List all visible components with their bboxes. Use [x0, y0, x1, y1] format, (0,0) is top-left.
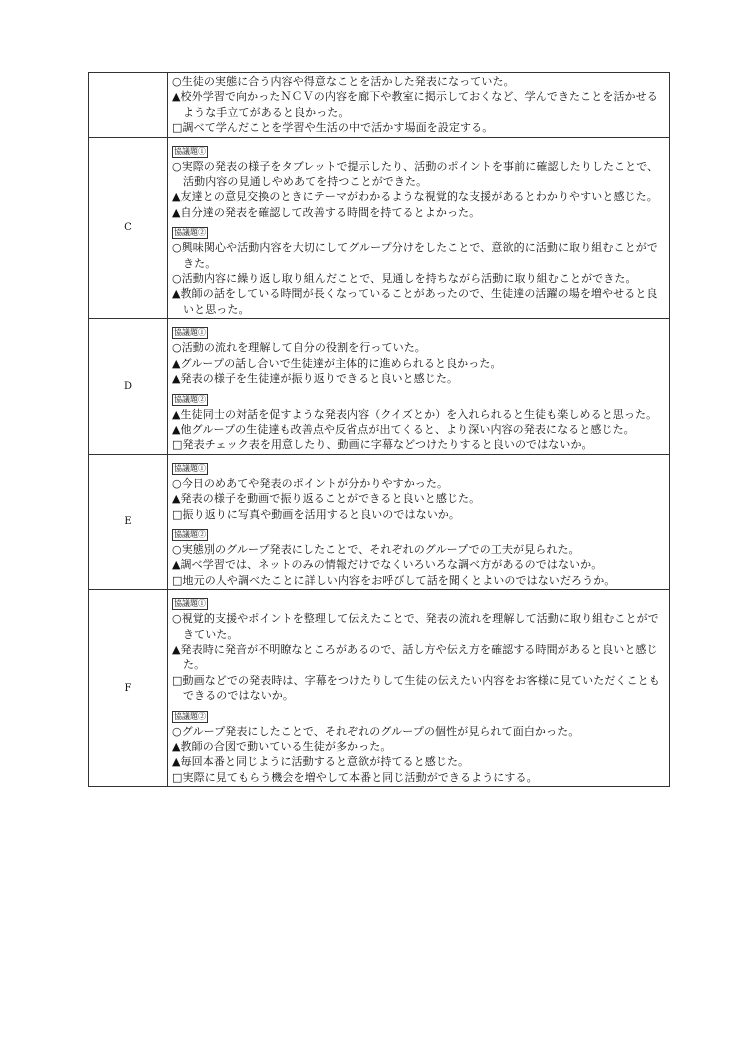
comment-line: □振り返りに写真や動画を活用すると良いのではないか。 — [172, 507, 460, 521]
comment-line: ○活動内容に繰り返し取り組んだことで、見通しを持ちながら活動に取り組むことができた。 — [172, 272, 637, 286]
comment-line: ▲生徒同士の対話を促すような発表内容（クイズとか）を入れられると生徒も楽しめると思った。 — [172, 407, 658, 421]
table-row — [89, 454, 670, 589]
agenda-tag-line — [172, 387, 666, 407]
comment-line: ▲教師の話をしている時間が長くなっていることがあったので、生徒達の活躍の場を増やせると良いと思った。 — [172, 287, 658, 316]
row-content — [168, 590, 670, 787]
row-content — [168, 319, 670, 454]
agenda-tag: 協議題② — [174, 228, 206, 238]
comment-line: ○興味関心や活動内容を大切にしてグループ分けをしたことで、意欲的に活動に取り組むことができた。 — [172, 241, 658, 270]
table-row — [89, 137, 670, 319]
comment-line: ▲自分達の発表を確認して改善する時間を持てるとよかった。 — [172, 205, 481, 219]
row-content — [168, 73, 670, 138]
comment-line: ▲毎回本番と同じように活動すると意欲が持てると感じた。 — [172, 755, 470, 769]
comment-line: ○生徒の実態に合う内容や得意なことを活かした発表になっていた。 — [172, 75, 515, 88]
agenda-tag-line — [172, 139, 666, 159]
comment-line: ○グループ発表にしたことで、それぞれのグループの個性が見られて面白かった。 — [172, 724, 580, 738]
agenda-tag-line — [172, 591, 666, 611]
row-label — [89, 73, 168, 138]
agenda-tag: 協議題① — [174, 146, 206, 156]
comment-line: ▲調べ学習では、ネットのみの情報だけでなくいろいろな調べ方があるのではないか。 — [172, 558, 603, 572]
agenda-tag-line — [172, 220, 666, 240]
comment-line: □発表チェック表を用意したり、動画に字幕などつけたりすると良いのではないか。 — [172, 438, 593, 452]
agenda-tag: 協議題① — [174, 599, 206, 609]
comment-line: ○今日のめあてや発表のポイントが分かりやすかった。 — [172, 476, 449, 490]
comment-line: ▲教師の合図で動いている生徒が多かった。 — [172, 740, 392, 753]
comment-line: ○視覚的支援やポイントを整理して伝えたことで、発表の流れを理解して活動に取り組むことができていた。 — [172, 612, 659, 641]
row-label: D — [89, 319, 168, 454]
comment-line: □地元の人や調べたことに詳しい内容をお呼びして話を聞くとよいのではないだろうか。 — [172, 573, 616, 587]
row-content — [168, 454, 670, 589]
table-row — [89, 590, 670, 787]
comment-line: ▲他グループの生徒達も改善点や反省点が出てくると、より深い内容の発表になると感じた。 — [172, 422, 635, 436]
agenda-tag: 協議題② — [174, 711, 206, 721]
comment-line: ▲校外学習で向かったＮＣＶの内容を廊下や教室に掲示しておくなど、学んできたことを活かせるような手立てがあると良かった。 — [172, 90, 658, 119]
row-label: C — [89, 137, 168, 319]
comment-line: □調べて学んだことを学習や生活の中で活かす場面を設定する。 — [172, 121, 494, 135]
comment-line: ▲発表時に発音が不明瞭なところがあるので、話し方や伝え方を確認する時間があると良いと感じた。 — [172, 642, 658, 672]
row-content — [168, 137, 670, 319]
agenda-tag-line — [172, 456, 666, 476]
agenda-tag-line — [172, 522, 666, 542]
comment-line: ○実際の発表の様子をタブレットで提示したり、活動のポイントを事前に確認したりしたことで、活動内容の見通しやめあてを持つことができた。 — [172, 159, 659, 189]
agenda-tag-line — [172, 320, 666, 340]
comment-line: ○実態別のグループ発表にしたことで、それぞれのグループでの工夫が見られた。 — [172, 542, 580, 556]
comment-line: ▲友達との意見交換のときにテーマがわかるような視覚的な支援があるとわかりやすいと感じた。 — [172, 190, 658, 204]
agenda-tag-line — [172, 704, 666, 724]
comment-line: □動画などでの発表時は、字幕をつけたりして生徒の伝えたい内容をお客様に見ていただくこともできるのではないか。 — [172, 673, 660, 703]
table-row — [89, 73, 670, 138]
feedback-table — [88, 72, 670, 787]
row-label: F — [89, 590, 168, 787]
table-row — [89, 319, 670, 454]
agenda-tag: 協議題① — [174, 463, 206, 473]
agenda-tag: 協議題① — [174, 328, 206, 338]
agenda-tag: 協議題② — [174, 529, 206, 539]
comment-line: ▲グループの話し合いで生徒達が主体的に進められると良かった。 — [172, 356, 502, 370]
agenda-tag: 協議題② — [174, 394, 206, 404]
comment-line: ○活動の流れを理解して自分の役割を行っていた。 — [172, 341, 426, 355]
comment-line: ▲発表の様子を動画で振り返ることができると良いと感じた。 — [172, 492, 481, 506]
comment-line: ▲発表の様子を生徒達が振り返りできると良いと感じた。 — [172, 372, 459, 386]
feedback-table-body — [89, 73, 670, 787]
comment-line: □実際に見てもらう機会を増やして本番と同じ活動ができるようにする。 — [172, 770, 538, 784]
row-label: E — [89, 454, 168, 589]
